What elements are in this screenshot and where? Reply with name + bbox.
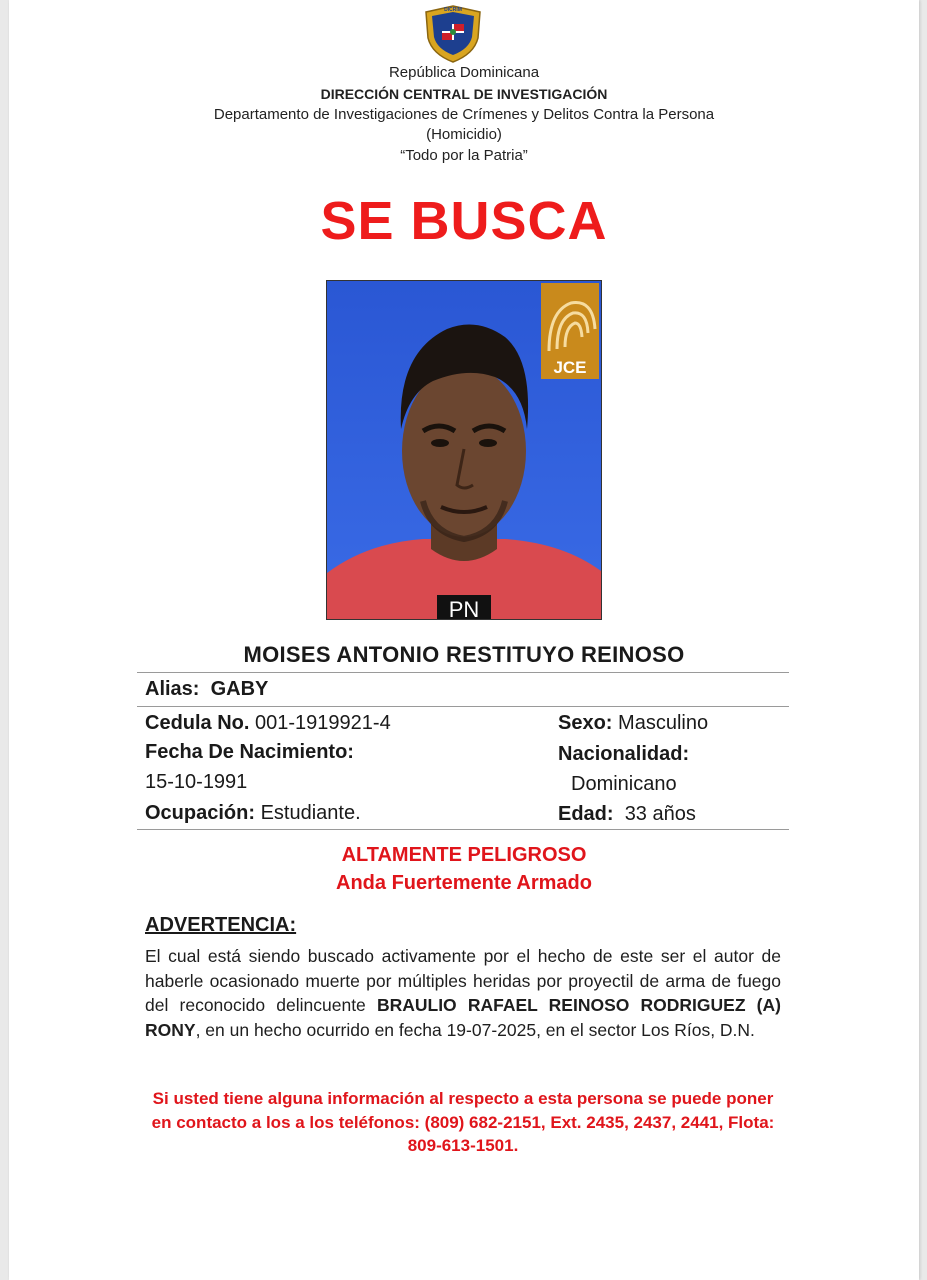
victim-name: BRAULIO RAFAEL REINOSO RODRIGUEZ (A) RONY	[145, 995, 781, 1040]
alias-label: Alias:	[145, 678, 200, 700]
jce-logo-icon	[541, 283, 599, 379]
age-value: 33 años	[624, 803, 696, 825]
dob-label: Fecha De Nacimiento:	[145, 741, 354, 763]
alias-row	[145, 676, 268, 702]
warning-text: El cual está siendo buscado activamente por el hecho de este ser el autor de haberle ocasionado muerte por múltiples heridas por proyectil de arma de fuego del reconocido delincuente BRAULIO RAFAEL REINOSO RODRIGUEZ (A) RONY, en un hecho ocurrido en fecha 19-07-2025, en el sector Los Ríos, D.N.	[145, 946, 781, 1040]
age-row	[558, 801, 696, 827]
header-unit: (Homicidio)	[426, 126, 502, 143]
suspect-name: MOISES ANTONIO RESTITUYO REINOSO	[243, 642, 685, 667]
header-country: República Dominicana	[388, 64, 540, 81]
wanted-title: SE BUSCA	[320, 191, 608, 251]
wanted-poster	[9, 0, 919, 1280]
armed-alert: Anda Fuertemente Armado	[336, 872, 592, 894]
cedula-value: 001-1919921-4	[255, 712, 391, 734]
warning-heading: ADVERTENCIA:	[145, 914, 297, 936]
occupation-value: Estudiante.	[260, 802, 361, 824]
alias-value: GABY	[210, 678, 269, 700]
occupation-row	[145, 800, 361, 826]
sex-label: Sexo:	[558, 712, 613, 734]
seal-text: DICRIM	[444, 7, 462, 13]
pn-badge: PN	[448, 597, 480, 619]
suspect-photo	[326, 280, 602, 620]
sex-value: Masculino	[618, 712, 709, 734]
header-department: Departamento de Investigaciones de Crímenes y Delitos Contra la Persona	[213, 106, 715, 123]
jce-logo-text: JCE	[553, 358, 587, 377]
divider	[137, 706, 789, 707]
age-label: Edad:	[558, 803, 614, 825]
divider	[137, 672, 789, 673]
occupation-label: Ocupación:	[145, 802, 256, 824]
danger-alert: ALTAMENTE PELIGROSO	[341, 844, 587, 866]
cedula-label: Cedula No.	[145, 712, 250, 734]
contact-info: Si usted tiene alguna información al respecto a esta persona se puede poner en contacto a los a los teléfonos: (809) 682-2151, Ext. 2435, 2437, 2441, Flota: 809-613-1501.	[151, 1089, 775, 1155]
header-agency: DIRECCIÓN CENTRAL DE INVESTIGACIÓN	[320, 86, 608, 102]
sex-row	[558, 710, 708, 736]
dicrim-seal-icon	[422, 4, 484, 64]
nationality-label: Nacionalidad:	[558, 743, 690, 765]
nationality-value: Dominicano	[571, 773, 677, 795]
cedula-row	[145, 710, 391, 736]
dob-value: 15-10-1991	[145, 771, 248, 793]
divider	[137, 829, 789, 830]
header-motto: “Todo por la Patria”	[400, 147, 528, 164]
